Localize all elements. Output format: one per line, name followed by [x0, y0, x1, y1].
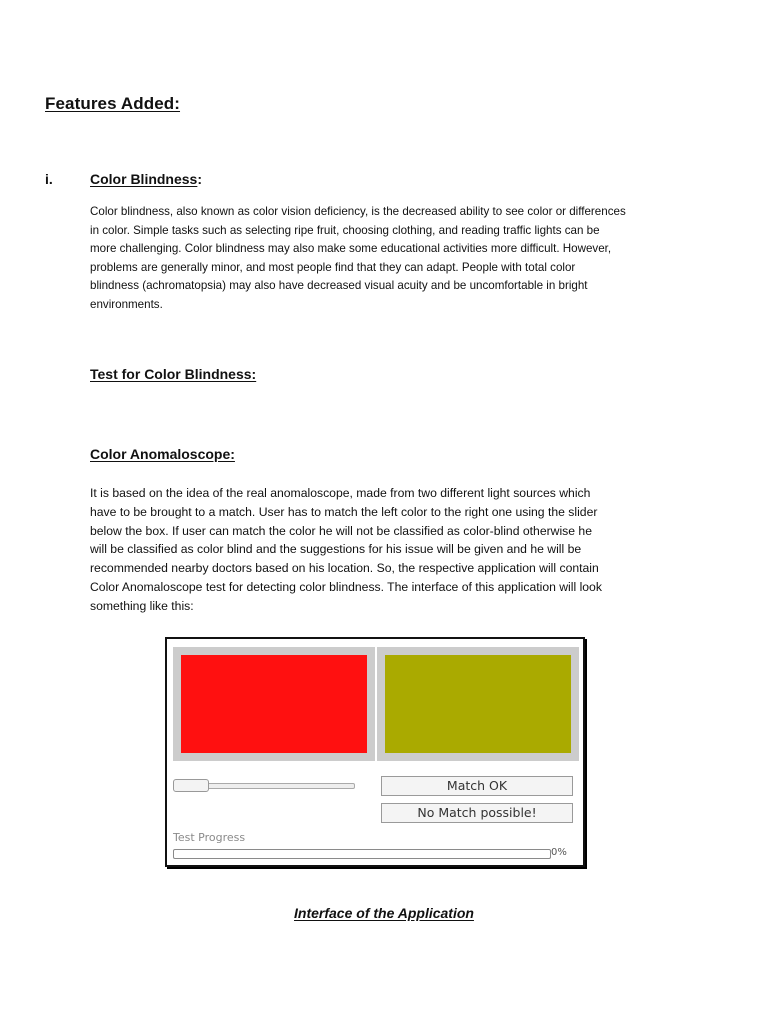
paragraph-line: in color. Simple tasks such as selecting ripe fruit, choosing clothing, and reading traffic lights can be	[90, 223, 600, 237]
page-heading: Features Added:	[45, 94, 181, 113]
section-title-color-blindness	[90, 171, 202, 187]
color-blindness-paragraph	[90, 203, 690, 315]
left-color-swatch	[181, 655, 367, 753]
left-color-frame	[173, 647, 375, 761]
anomaloscope-app-screenshot	[165, 637, 585, 867]
paragraph-line: below the box. If user can match the color he will not be classified as color-blind otherwise he	[90, 523, 592, 538]
paragraph-line: Color blindness, also known as color vision deficiency, is the decreased ability to see color or differences	[90, 205, 626, 218]
no-match-button[interactable]: No Match possible!	[381, 803, 573, 823]
match-ok-button[interactable]: Match OK	[381, 776, 573, 796]
paragraph-line: problems are generally minor, and most people find that they can adapt. People with total color	[90, 260, 576, 274]
paragraph-line: will be classified as color blind and the suggestions for his issue will be given and he will be	[90, 542, 582, 557]
right-color-frame	[377, 647, 579, 761]
section-title-text: Color Blindness	[90, 171, 198, 187]
section-numeral: i.	[45, 171, 53, 187]
section-title-test: Test for Color Blindness:	[90, 366, 257, 382]
paragraph-line: something like this:	[90, 598, 194, 613]
figure-caption: Interface of the Application	[294, 905, 474, 921]
anomaloscope-paragraph	[90, 484, 690, 616]
right-color-swatch	[385, 655, 571, 753]
paragraph-line: environments.	[90, 297, 163, 311]
progress-bar	[173, 849, 551, 859]
color-slider-thumb[interactable]	[173, 779, 209, 792]
paragraph-line: have to be brought to a match. User has to match the left color to the right one using the slider	[90, 504, 598, 519]
progress-percent: 0%	[551, 847, 567, 858]
paragraph-line: more challenging. Color blindness may also make some educational activities more difficult. However,	[90, 242, 612, 256]
section-title-colon: :	[197, 171, 203, 187]
paragraph-line: Color Anomaloscope test for detecting color blindness. The interface of this application will look	[90, 579, 602, 594]
section-title-anomaloscope: Color Anomaloscope:	[90, 446, 235, 462]
paragraph-line: It is based on the idea of the real anomaloscope, made from two different light sources which	[90, 486, 591, 500]
progress-label: Test Progress	[173, 831, 246, 844]
paragraph-line: blindness (achromatopsia) may also have decreased visual acuity and be uncomfortable in bright	[90, 279, 588, 293]
paragraph-line: recommended nearby doctors based on his location. So, the respective application will contain	[90, 561, 599, 576]
